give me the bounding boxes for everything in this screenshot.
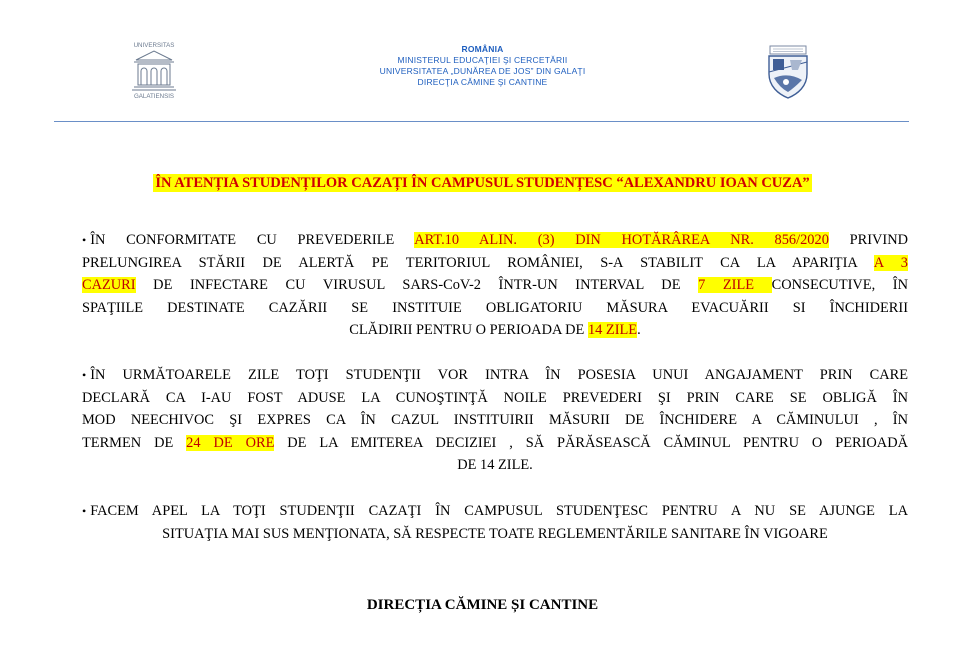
header-divider	[54, 121, 909, 122]
highlight-interval-days: 7 ZILE	[698, 277, 772, 294]
letterhead-university: UNIVERSITATEA „DUNĂREA DE JOS” DIN GALAŢI	[379, 66, 586, 76]
signature-department: DIRECȚIA CĂMINE ȘI CANTINE	[366, 597, 599, 613]
paragraph-line: • ÎN CONFORMITATE CU PREVEDERILE ART.10 ALIN. (3) DIN HOTĂRÂREA NR. 856/2020 PRIVIND	[82, 232, 909, 248]
highlight-case-count-cont: CAZURI	[82, 277, 136, 294]
notice-title-text: ÎN ATENȚIA STUDENȚILOR CAZAȚI ÎN CAMPUSUL STUDENȚESC “ALEXANDRU IOAN CUZA”	[155, 175, 810, 191]
svg-text:UNIVERSITAS: UNIVERSITAS	[133, 42, 175, 49]
bullet-icon: •	[82, 233, 87, 247]
paragraph-line: SITUAŢIA MAI SUS MENŢIONATA, SĂ RESPECTE TOATE REGLEMENTĂRILE SANITARE ÎN VIGOARE	[162, 525, 828, 542]
bullet-icon: •	[82, 368, 87, 382]
paragraph-line: • ÎN URMĂTOARELE ZILE TOŢI STUDENŢII VOR INTRA ÎN POSESIA UNUI ANGAJAMENT PRIN CARE	[82, 367, 908, 383]
paragraph-line: PRELUNGIREA STĂRII DE ALERTĂ PE TERITORIUL ROMÂNIEI, S-A STABILIT CA LA APARIŢIA A 3	[82, 254, 908, 271]
notice-title	[0, 175, 965, 192]
highlight-closure-days: 14 ZILE	[587, 322, 638, 339]
paragraph-line: MOD NEECHIVOC ŞI EXPRES CA ÎN CAZUL INSTITUIRII MĂSURII DE ÎNCHIDERE A CĂMINULUI , ÎN	[82, 412, 908, 429]
paragraph-line: SPAŢIILE DESTINATE CAZĂRII SE INSTITUIE OBLIGATORIU MĂSURA EVACUĂRII SI ÎNCHIDERII	[82, 299, 908, 316]
bullet-icon: •	[82, 504, 87, 518]
letterhead-titles	[0, 44, 965, 88]
letterhead-department: DIRECŢIA CĂMINE ŞI CANTINE	[417, 77, 548, 87]
notice-paragraph-2	[82, 364, 908, 477]
notice-paragraph-1	[82, 229, 908, 342]
svg-text:GALATIENSIS: GALATIENSIS	[133, 93, 175, 100]
letterhead	[0, 0, 965, 125]
letterhead-country: ROMÂNIA	[461, 44, 504, 54]
highlight-legal-reference: ART.10 ALIN. (3) DIN HOTĂRÂREA NR. 856/2020	[414, 232, 829, 248]
highlight-deadline-hours: 24 DE ORE	[186, 434, 275, 451]
letterhead-ministry: MINISTERUL EDUCAŢIEI ŞI CERCETĂRII	[397, 55, 568, 65]
paragraph-line: DE 14 ZILE.	[457, 457, 533, 474]
campus-crest-icon	[764, 44, 812, 100]
paragraph-line: • FACEM APEL LA TOŢI STUDENŢII CAZAŢI ÎN CAMPUSUL STUDENŢESC PENTRU A NU SE AJUNGE LA	[82, 503, 908, 519]
highlight-case-count: A 3	[873, 254, 908, 271]
paragraph-line: DECLARĂ CA I-AU FOST ADUSE LA CUNOŞTINŢĂ NOILE PREVEDERI ŞI PRIN CARE SE OBLIGĂ ÎN	[82, 389, 908, 406]
paragraph-line: TERMEN DE 24 DE ORE DE LA EMITEREA DECIZIEI , SĂ PĂRĂSEASCĂ CĂMINUL PENTRU O PERIOADĂ	[82, 434, 908, 451]
notice-paragraph-3	[82, 500, 908, 545]
paragraph-line: CLĂDIRII PENTRU O PERIOADA DE 14 ZILE.	[349, 322, 641, 339]
paragraph-line: CAZURI DE INFECTARE CU VIRUSUL SARS-CoV-2 ÎNTR-UN INTERVAL DE 7 ZILE CONSECUTIVE, ÎN	[82, 277, 908, 294]
